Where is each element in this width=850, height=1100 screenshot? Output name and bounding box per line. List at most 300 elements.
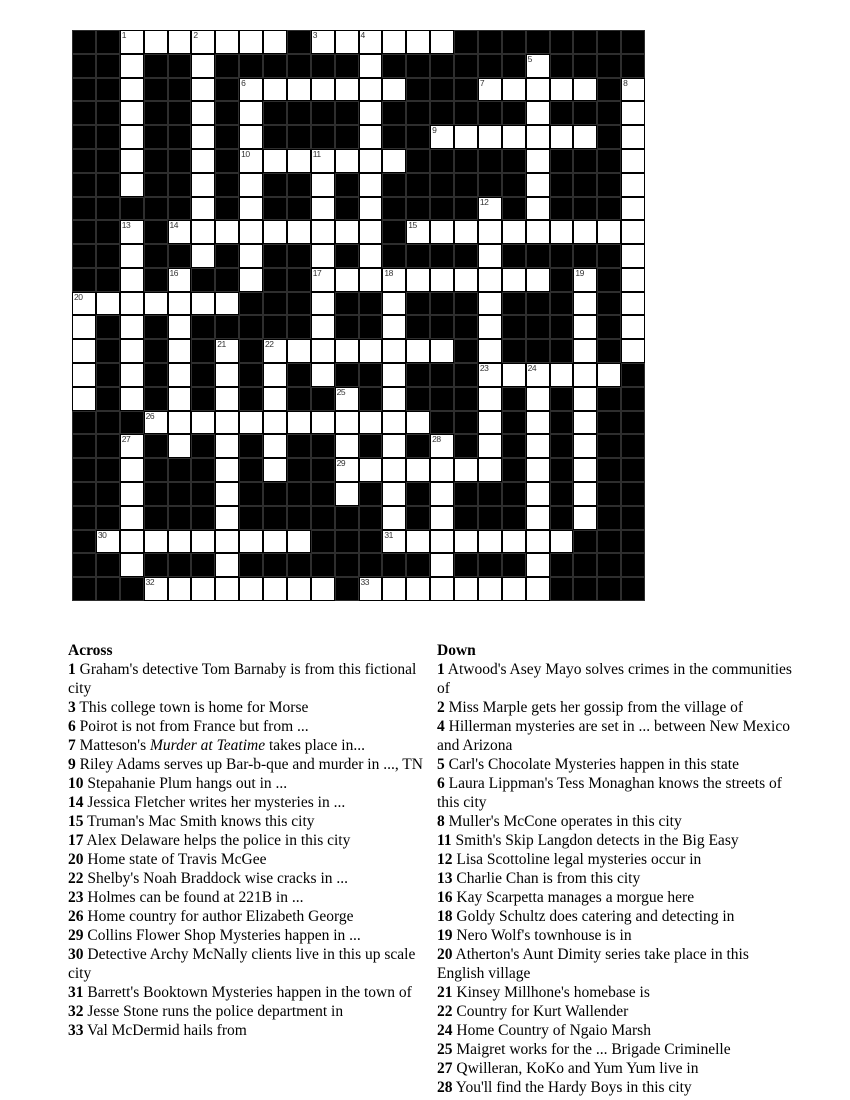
grid-cell-r10c19[interactable] [526,268,550,292]
grid-cell-r2c7[interactable] [239,78,263,102]
grid-cell-r2c9[interactable] [287,78,311,102]
grid-cell-r0c4[interactable] [168,30,192,54]
grid-cell-r11c16 [454,292,478,316]
grid-cell-r4c17[interactable] [478,125,502,149]
grid-cell-r11c5[interactable] [191,292,215,316]
grid-cell-r21c9[interactable] [287,530,311,554]
grid-cell-r8c15[interactable] [430,220,454,244]
grid-cell-r10c11[interactable] [335,268,359,292]
grid-cell-r23c19[interactable] [526,577,550,601]
grid-cell-r19c0 [72,482,96,506]
grid-cell-r5c12[interactable] [359,149,383,173]
grid-cell-r1c5[interactable] [191,54,215,78]
grid-cell-r2c12[interactable] [359,78,383,102]
down-clue-21: 21 Kinsey Millhone's homebase is [437,984,650,1001]
grid-cell-r6c10[interactable] [311,173,335,197]
grid-cell-r14c8[interactable] [263,363,287,387]
grid-cell-r20c2[interactable] [120,506,144,530]
grid-cell-r14c10[interactable] [311,363,335,387]
grid-cell-r8c19[interactable] [526,220,550,244]
grid-cell-r21c19[interactable] [526,530,550,554]
grid-cell-r10c4[interactable] [168,268,192,292]
grid-cell-r21c2[interactable] [120,530,144,554]
grid-cell-r11c14 [406,292,430,316]
grid-cell-r6c23[interactable] [621,173,645,197]
grid-cell-r17c6[interactable] [215,434,239,458]
grid-cell-r4c2[interactable] [120,125,144,149]
grid-cell-r2c23[interactable] [621,78,645,102]
grid-cell-r7c23[interactable] [621,197,645,221]
grid-cell-r19c2[interactable] [120,482,144,506]
grid-cell-r22c15[interactable] [430,553,454,577]
grid-cell-r23c8[interactable] [263,577,287,601]
grid-cell-r16c5[interactable] [191,411,215,435]
grid-cell-r13c2[interactable] [120,339,144,363]
grid-cell-r5c13[interactable] [382,149,406,173]
grid-cell-r5c11[interactable] [335,149,359,173]
grid-cell-r21c1[interactable] [96,530,120,554]
grid-cell-r0c14[interactable] [406,30,430,54]
grid-cell-r15c19[interactable] [526,387,550,411]
grid-cell-r23c14[interactable] [406,577,430,601]
grid-cell-r9c15 [430,244,454,268]
grid-cell-r4c8 [263,125,287,149]
grid-cell-r23c16[interactable] [454,577,478,601]
grid-cell-r15c17[interactable] [478,387,502,411]
grid-cell-r2c19[interactable] [526,78,550,102]
grid-cell-r16c21[interactable] [573,411,597,435]
grid-cell-r8c3 [144,220,168,244]
grid-cell-r8c11[interactable] [335,220,359,244]
grid-cell-r12c22 [597,315,621,339]
grid-cell-r22c10 [311,553,335,577]
grid-cell-r8c10[interactable] [311,220,335,244]
grid-cell-r13c10[interactable] [311,339,335,363]
grid-cell-r0c7[interactable] [239,30,263,54]
grid-cell-r5c16 [454,149,478,173]
grid-cell-r21c13[interactable] [382,530,406,554]
grid-cell-r23c17[interactable] [478,577,502,601]
grid-cell-r2c17[interactable] [478,78,502,102]
crossword-grid[interactable] [72,30,645,601]
grid-cell-r14c4[interactable] [168,363,192,387]
grid-cell-r21c17[interactable] [478,530,502,554]
grid-cell-r16c3[interactable] [144,411,168,435]
grid-cell-r18c15[interactable] [430,458,454,482]
grid-cell-r0c11[interactable] [335,30,359,54]
grid-cell-r11c23[interactable] [621,292,645,316]
grid-cell-r4c5[interactable] [191,125,215,149]
grid-cell-r14c17[interactable] [478,363,502,387]
grid-cell-r23c9[interactable] [287,577,311,601]
grid-cell-r23c23 [621,577,645,601]
grid-cell-r10c7[interactable] [239,268,263,292]
grid-cell-r23c3[interactable] [144,577,168,601]
grid-cell-r12c0[interactable] [72,315,96,339]
grid-cell-r15c22 [597,387,621,411]
grid-cell-r0c8[interactable] [263,30,287,54]
grid-cell-r3c5[interactable] [191,101,215,125]
grid-cell-r23c12[interactable] [359,577,383,601]
grid-cell-r21c3[interactable] [144,530,168,554]
grid-cell-r2c2[interactable] [120,78,144,102]
grid-cell-r20c15[interactable] [430,506,454,530]
grid-cell-r8c6[interactable] [215,220,239,244]
grid-cell-r8c8[interactable] [263,220,287,244]
grid-cell-r15c8[interactable] [263,387,287,411]
grid-cell-r5c10[interactable] [311,149,335,173]
grid-cell-r11c3[interactable] [144,292,168,316]
grid-cell-r2c13[interactable] [382,78,406,102]
grid-cell-r8c20[interactable] [550,220,574,244]
grid-cell-r0c3[interactable] [144,30,168,54]
grid-cell-r23c4[interactable] [168,577,192,601]
grid-cell-r14c20[interactable] [550,363,574,387]
grid-cell-r17c21[interactable] [573,434,597,458]
grid-cell-r11c21[interactable] [573,292,597,316]
grid-cell-r18c2[interactable] [120,458,144,482]
grid-cell-r4c21[interactable] [573,125,597,149]
grid-cell-r2c16 [454,78,478,102]
across-clue-14: 14 Jessica Fletcher writes her mysteries in ... [68,794,346,811]
grid-cell-r13c21[interactable] [573,339,597,363]
grid-cell-r13c11[interactable] [335,339,359,363]
down-clue-11: 11 Smith's Skip Langdon detects in the Big Easy [437,832,739,849]
grid-cell-r5c9[interactable] [287,149,311,173]
grid-cell-r2c11[interactable] [335,78,359,102]
grid-cell-r15c6[interactable] [215,387,239,411]
grid-cell-r16c10[interactable] [311,411,335,435]
grid-cell-r0c2[interactable] [120,30,144,54]
grid-cell-r8c21[interactable] [573,220,597,244]
grid-cell-r19c11[interactable] [335,482,359,506]
grid-cell-r4c20[interactable] [550,125,574,149]
grid-cell-r9c10[interactable] [311,244,335,268]
grid-cell-r20c19[interactable] [526,506,550,530]
grid-cell-r23c6[interactable] [215,577,239,601]
down-clue-5: 5 Carl's Chocolate Mysteries happen in this state [437,756,739,773]
grid-cell-r17c2[interactable] [120,434,144,458]
grid-cell-r5c23[interactable] [621,149,645,173]
grid-cell-r3c19[interactable] [526,101,550,125]
grid-cell-r14c19[interactable] [526,363,550,387]
grid-cell-r12c2[interactable] [120,315,144,339]
grid-cell-r3c23[interactable] [621,101,645,125]
grid-cell-r4c23[interactable] [621,125,645,149]
grid-cell-r8c17[interactable] [478,220,502,244]
grid-cell-r19c15[interactable] [430,482,454,506]
grid-cell-r16c14[interactable] [406,411,430,435]
grid-cell-r0c6[interactable] [215,30,239,54]
grid-cell-r6c7[interactable] [239,173,263,197]
cell-number: 7 [479,77,485,88]
grid-cell-r17c13[interactable] [382,434,406,458]
grid-cell-r17c8[interactable] [263,434,287,458]
grid-cell-r9c17[interactable] [478,244,502,268]
grid-cell-r14c0[interactable] [72,363,96,387]
grid-cell-r21c23 [621,530,645,554]
grid-cell-r18c6[interactable] [215,458,239,482]
grid-cell-r15c2[interactable] [120,387,144,411]
grid-cell-r7c7[interactable] [239,197,263,221]
grid-cell-r21c22 [597,530,621,554]
grid-cell-r6c12[interactable] [359,173,383,197]
grid-cell-r1c2[interactable] [120,54,144,78]
grid-cell-r10c15[interactable] [430,268,454,292]
grid-cell-r2c5[interactable] [191,78,215,102]
grid-cell-r5c2[interactable] [120,149,144,173]
across-clue-17: 17 Alex Delaware helps the police in this city [68,832,351,849]
grid-cell-r4c16[interactable] [454,125,478,149]
grid-cell-r15c11[interactable] [335,387,359,411]
grid-cell-r8c14[interactable] [406,220,430,244]
grid-cell-r7c10[interactable] [311,197,335,221]
grid-cell-r14c18[interactable] [502,363,526,387]
grid-cell-r5c7[interactable] [239,149,263,173]
grid-cell-r15c4[interactable] [168,387,192,411]
grid-cell-r11c1[interactable] [96,292,120,316]
grid-cell-r2c18[interactable] [502,78,526,102]
grid-cell-r12c21[interactable] [573,315,597,339]
grid-cell-r2c20[interactable] [550,78,574,102]
grid-cell-r18c11[interactable] [335,458,359,482]
grid-cell-r8c23[interactable] [621,220,645,244]
grid-cell-r7c12[interactable] [359,197,383,221]
grid-cell-r8c18[interactable] [502,220,526,244]
grid-cell-r18c17[interactable] [478,458,502,482]
grid-cell-r8c22[interactable] [597,220,621,244]
grid-cell-r6c2[interactable] [120,173,144,197]
grid-cell-r19c21[interactable] [573,482,597,506]
grid-cell-r18c8[interactable] [263,458,287,482]
grid-cell-r12c10[interactable] [311,315,335,339]
grid-cell-r4c15[interactable] [430,125,454,149]
grid-cell-r4c11 [335,125,359,149]
grid-cell-r6c5[interactable] [191,173,215,197]
grid-cell-r8c16[interactable] [454,220,478,244]
grid-cell-r22c19[interactable] [526,553,550,577]
grid-cell-r0c15[interactable] [430,30,454,54]
grid-cell-r13c6[interactable] [215,339,239,363]
grid-cell-r1c19[interactable] [526,54,550,78]
grid-cell-r3c7[interactable] [239,101,263,125]
grid-cell-r14c13[interactable] [382,363,406,387]
grid-cell-r15c21[interactable] [573,387,597,411]
grid-cell-r23c18[interactable] [502,577,526,601]
grid-cell-r13c14[interactable] [406,339,430,363]
grid-cell-r11c13[interactable] [382,292,406,316]
grid-cell-r0c16 [454,30,478,54]
grid-cell-r21c16[interactable] [454,530,478,554]
grid-cell-r13c12[interactable] [359,339,383,363]
grid-cell-r23c1 [96,577,120,601]
grid-cell-r13c15[interactable] [430,339,454,363]
grid-cell-r17c15[interactable] [430,434,454,458]
grid-cell-r21c6[interactable] [215,530,239,554]
grid-cell-r16c12[interactable] [359,411,383,435]
grid-cell-r15c13[interactable] [382,387,406,411]
across-clue-29: 29 Collins Flower Shop Mysteries happen in ... [68,927,361,944]
grid-cell-r16c13[interactable] [382,411,406,435]
grid-cell-r17c22 [597,434,621,458]
grid-cell-r20c23 [621,506,645,530]
grid-cell-r8c5[interactable] [191,220,215,244]
grid-cell-r1c0 [72,54,96,78]
grid-cell-r14c21[interactable] [573,363,597,387]
grid-cell-r4c18[interactable] [502,125,526,149]
grid-cell-r14c6[interactable] [215,363,239,387]
grid-cell-r18c14[interactable] [406,458,430,482]
grid-cell-r6c19[interactable] [526,173,550,197]
grid-cell-r21c20[interactable] [550,530,574,554]
grid-cell-r8c7[interactable] [239,220,263,244]
grid-cell-r9c23[interactable] [621,244,645,268]
grid-cell-r13c4[interactable] [168,339,192,363]
grid-cell-r2c21[interactable] [573,78,597,102]
grid-cell-r11c22 [597,292,621,316]
grid-cell-r16c7[interactable] [239,411,263,435]
cell-number: 11 [312,148,321,159]
grid-cell-r16c8[interactable] [263,411,287,435]
grid-cell-r9c7[interactable] [239,244,263,268]
grid-cell-r16c4[interactable] [168,411,192,435]
grid-cell-r21c5[interactable] [191,530,215,554]
grid-cell-r23c10[interactable] [311,577,335,601]
grid-cell-r23c15[interactable] [430,577,454,601]
grid-cell-r15c14 [406,387,430,411]
grid-cell-r11c17[interactable] [478,292,502,316]
grid-cell-r20c6[interactable] [215,506,239,530]
grid-cell-r5c6 [215,149,239,173]
grid-cell-r20c13[interactable] [382,506,406,530]
grid-cell-r3c12[interactable] [359,101,383,125]
grid-cell-r11c6[interactable] [215,292,239,316]
grid-cell-r16c11[interactable] [335,411,359,435]
grid-cell-r10c2[interactable] [120,268,144,292]
grid-cell-r11c10[interactable] [311,292,335,316]
grid-cell-r18c12[interactable] [359,458,383,482]
grid-cell-r0c5[interactable] [191,30,215,54]
grid-cell-r12c4[interactable] [168,315,192,339]
grid-cell-r17c19[interactable] [526,434,550,458]
grid-cell-r8c2[interactable] [120,220,144,244]
grid-cell-r23c13[interactable] [382,577,406,601]
grid-cell-r8c4[interactable] [168,220,192,244]
grid-cell-r17c17[interactable] [478,434,502,458]
grid-cell-r18c13[interactable] [382,458,406,482]
grid-cell-r7c17[interactable] [478,197,502,221]
grid-cell-r10c17[interactable] [478,268,502,292]
grid-cell-r10c18[interactable] [502,268,526,292]
grid-cell-r0c10[interactable] [311,30,335,54]
grid-cell-r8c12[interactable] [359,220,383,244]
grid-cell-r12c23[interactable] [621,315,645,339]
grid-cell-r7c5[interactable] [191,197,215,221]
down-clues [437,641,797,1097]
grid-cell-r1c12[interactable] [359,54,383,78]
grid-cell-r0c13[interactable] [382,30,406,54]
grid-cell-r12c13[interactable] [382,315,406,339]
grid-cell-r17c11[interactable] [335,434,359,458]
grid-cell-r20c16 [454,506,478,530]
grid-cell-r12c17[interactable] [478,315,502,339]
grid-cell-r5c8[interactable] [263,149,287,173]
grid-cell-r18c16[interactable] [454,458,478,482]
grid-cell-r20c12 [359,506,383,530]
grid-cell-r7c19[interactable] [526,197,550,221]
grid-cell-r19c19[interactable] [526,482,550,506]
grid-cell-r3c4 [168,101,192,125]
grid-cell-r13c8[interactable] [263,339,287,363]
grid-cell-r13c9[interactable] [287,339,311,363]
grid-cell-r13c17[interactable] [478,339,502,363]
grid-cell-r10c16[interactable] [454,268,478,292]
grid-cell-r14c22[interactable] [597,363,621,387]
grid-cell-r23c5[interactable] [191,577,215,601]
grid-cell-r21c15[interactable] [430,530,454,554]
grid-cell-r19c6[interactable] [215,482,239,506]
grid-cell-r21c14[interactable] [406,530,430,554]
grid-cell-r16c9[interactable] [287,411,311,435]
grid-cell-r11c0[interactable] [72,292,96,316]
grid-cell-r4c19[interactable] [526,125,550,149]
grid-cell-r16c17[interactable] [478,411,502,435]
grid-cell-r15c0[interactable] [72,387,96,411]
grid-cell-r20c21[interactable] [573,506,597,530]
grid-cell-r17c4[interactable] [168,434,192,458]
grid-cell-r14c2[interactable] [120,363,144,387]
grid-cell-r2c8[interactable] [263,78,287,102]
grid-cell-r23c7[interactable] [239,577,263,601]
grid-cell-r2c10[interactable] [311,78,335,102]
grid-cell-r10c14[interactable] [406,268,430,292]
grid-cell-r21c7[interactable] [239,530,263,554]
across-clue-3: 3 This college town is home for Morse [68,699,309,716]
grid-cell-r10c23[interactable] [621,268,645,292]
grid-cell-r3c14 [406,101,430,125]
grid-cell-r10c13[interactable] [382,268,406,292]
grid-cell-r10c12[interactable] [359,268,383,292]
grid-cell-r0c12[interactable] [359,30,383,54]
grid-cell-r22c2[interactable] [120,553,144,577]
grid-cell-r10c10[interactable] [311,268,335,292]
grid-cell-r8c9[interactable] [287,220,311,244]
grid-cell-r11c4[interactable] [168,292,192,316]
grid-cell-r18c21[interactable] [573,458,597,482]
grid-cell-r22c6[interactable] [215,553,239,577]
grid-cell-r18c19[interactable] [526,458,550,482]
grid-cell-r9c2[interactable] [120,244,144,268]
grid-cell-r3c2[interactable] [120,101,144,125]
grid-cell-r11c2[interactable] [120,292,144,316]
grid-cell-r19c13[interactable] [382,482,406,506]
grid-cell-r21c18[interactable] [502,530,526,554]
grid-cell-r16c6[interactable] [215,411,239,435]
grid-cell-r5c19[interactable] [526,149,550,173]
grid-cell-r10c21[interactable] [573,268,597,292]
grid-cell-r4c12[interactable] [359,125,383,149]
grid-cell-r16c19[interactable] [526,411,550,435]
grid-cell-r13c23[interactable] [621,339,645,363]
grid-cell-r5c5[interactable] [191,149,215,173]
grid-cell-r9c12[interactable] [359,244,383,268]
grid-cell-r21c4[interactable] [168,530,192,554]
grid-cell-r13c13[interactable] [382,339,406,363]
grid-cell-r13c0[interactable] [72,339,96,363]
grid-cell-r4c7[interactable] [239,125,263,149]
grid-cell-r9c5[interactable] [191,244,215,268]
grid-cell-r21c8[interactable] [263,530,287,554]
